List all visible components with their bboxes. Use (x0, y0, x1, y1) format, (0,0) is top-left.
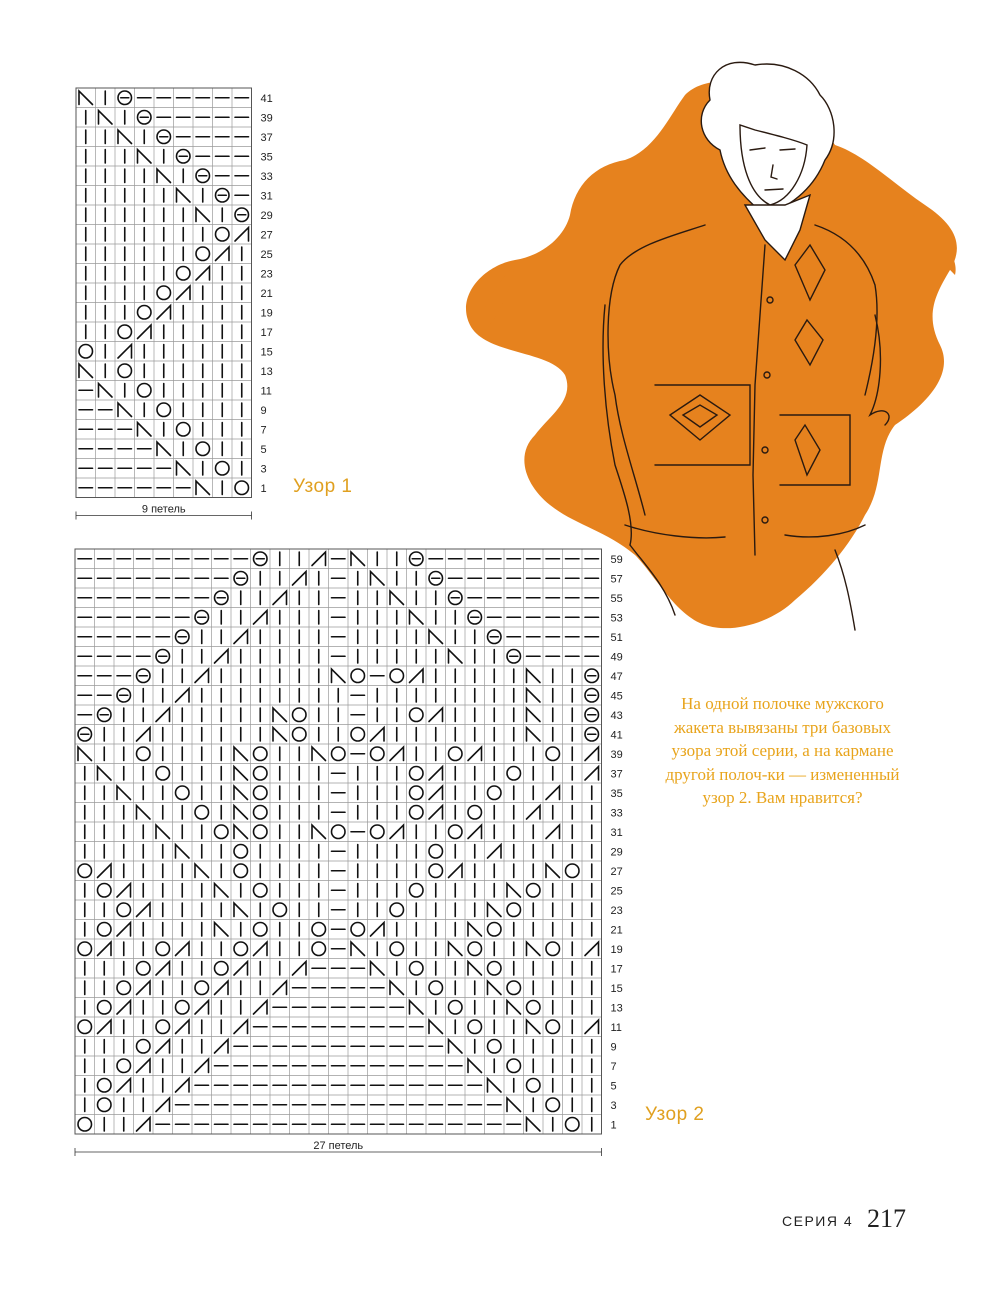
right-decrease (156, 708, 170, 722)
yarn-over (176, 786, 190, 800)
right-decrease (449, 864, 463, 878)
yarn-over (488, 1040, 502, 1054)
left-decrease (527, 1020, 541, 1034)
yarn-over (157, 286, 171, 300)
right-decrease (117, 1001, 131, 1015)
yarn-over (254, 806, 268, 820)
left-decrease (98, 767, 112, 781)
yarn-over (176, 1001, 190, 1015)
left-decrease (196, 208, 210, 222)
yarn-over (196, 442, 210, 456)
yarn-over (234, 845, 248, 859)
left-decrease (215, 884, 229, 898)
right-decrease (156, 1098, 170, 1112)
yarn-over (235, 481, 249, 495)
row-number: 23 (610, 904, 623, 917)
yarn-over (156, 767, 170, 781)
width-label: 9 петель (141, 503, 186, 516)
left-decrease (332, 669, 346, 683)
yarn-over (156, 942, 170, 956)
row-number: 35 (260, 151, 273, 164)
right-decrease (98, 942, 112, 956)
yarn-over (254, 747, 268, 761)
right-decrease (215, 650, 229, 664)
left-decrease (137, 806, 151, 820)
left-decrease (527, 669, 541, 683)
yarn-over (449, 825, 463, 839)
left-decrease (507, 884, 521, 898)
yarn-over (138, 306, 152, 320)
row-number: 37 (610, 768, 623, 781)
left-decrease (234, 806, 248, 820)
right-decrease (195, 1001, 209, 1015)
row-number: 29 (260, 209, 273, 222)
row-number: 15 (610, 982, 623, 995)
row-number: 45 (610, 690, 623, 703)
yarn-over (429, 981, 443, 995)
row-number: 25 (610, 885, 623, 898)
yarn-over (157, 403, 171, 417)
row-number: 21 (260, 287, 273, 300)
row-number: 17 (610, 963, 623, 976)
yarn-over (566, 1118, 580, 1132)
man-in-jacket-drawing (455, 55, 975, 645)
left-decrease (156, 825, 170, 839)
row-number: 7 (260, 424, 267, 437)
yarn-over (312, 923, 326, 937)
row-number: 5 (260, 443, 267, 456)
yarn-over (117, 903, 131, 917)
left-decrease (371, 962, 385, 976)
row-number: 41 (610, 729, 623, 742)
yarn-over (98, 1001, 112, 1015)
left-decrease (429, 630, 443, 644)
width-label: 27 петель (313, 1140, 364, 1152)
yarn-over (78, 942, 92, 956)
yarn-over (196, 247, 210, 261)
left-decrease (488, 903, 502, 917)
row-number: 39 (610, 748, 623, 761)
left-decrease (273, 708, 287, 722)
row-number: 19 (610, 943, 623, 956)
yarn-over (507, 903, 521, 917)
yarn-over (507, 767, 521, 781)
right-decrease (585, 942, 599, 956)
right-decrease (137, 903, 151, 917)
yarn-over (546, 942, 560, 956)
row-number: 3 (260, 463, 267, 476)
yarn-over (488, 786, 502, 800)
row-number: 33 (260, 170, 273, 183)
yarn-over (254, 786, 268, 800)
row-numbers (261, 93, 273, 495)
left-decrease (138, 150, 152, 164)
yarn-over (312, 942, 326, 956)
yarn-over (177, 423, 191, 437)
left-decrease (507, 1001, 521, 1015)
left-decrease (195, 864, 209, 878)
row-number: 11 (610, 1021, 622, 1034)
yarn-over (137, 747, 151, 761)
yarn-over (410, 884, 424, 898)
left-decrease (429, 1020, 443, 1034)
row-number: 47 (610, 670, 623, 683)
left-decrease (176, 845, 190, 859)
yarn-over (78, 1118, 92, 1132)
yarn-over (371, 825, 385, 839)
yarn-over (468, 806, 482, 820)
row-number: 57 (610, 573, 623, 586)
yarn-over (216, 462, 230, 476)
yarn-over (138, 384, 152, 398)
yarn-over (137, 962, 151, 976)
row-number: 51 (610, 631, 623, 644)
yarn-over (216, 228, 230, 242)
row-number: 17 (260, 326, 273, 339)
row-number: 59 (610, 553, 623, 566)
left-decrease (157, 169, 171, 183)
right-decrease (429, 708, 443, 722)
orange-paint-background (466, 82, 957, 628)
left-decrease (527, 689, 541, 703)
right-decrease (546, 786, 560, 800)
left-decrease (234, 825, 248, 839)
row-number: 33 (610, 807, 623, 820)
right-decrease (527, 806, 541, 820)
yarn-over (429, 864, 443, 878)
right-decrease (117, 1079, 131, 1093)
row-number: 39 (260, 112, 273, 125)
left-decrease (371, 572, 385, 586)
right-decrease (273, 591, 287, 605)
right-decrease (488, 845, 502, 859)
left-decrease (468, 962, 482, 976)
row-number: 35 (610, 787, 623, 800)
right-decrease (176, 689, 190, 703)
yarn-over (410, 962, 424, 976)
right-decrease (468, 825, 482, 839)
yarn-over (468, 1020, 482, 1034)
row-number: 53 (610, 612, 623, 625)
yarn-over (118, 325, 132, 339)
left-decrease (78, 747, 92, 761)
row-number: 41 (260, 92, 273, 105)
left-decrease (196, 481, 210, 495)
right-decrease (137, 1059, 151, 1073)
left-decrease (273, 728, 287, 742)
row-number: 11 (260, 385, 272, 398)
right-decrease (216, 247, 230, 261)
left-decrease (118, 403, 132, 417)
row-number: 3 (610, 1099, 617, 1112)
left-decrease (117, 786, 131, 800)
right-decrease (195, 1059, 209, 1073)
right-decrease (215, 1040, 229, 1054)
right-decrease (195, 669, 209, 683)
chart1-grid (76, 88, 306, 528)
right-decrease (98, 1020, 112, 1034)
right-decrease (98, 864, 112, 878)
row-number: 9 (610, 1041, 617, 1054)
yarn-over (488, 962, 502, 976)
right-decrease (156, 962, 170, 976)
yarn-over (254, 825, 268, 839)
caption-text: На одной полочке мужского жакета вывязаны три базовых узора этой серии, а на кармане другой полоч-ки — измененный узор 2. Вам нравится? (665, 694, 900, 807)
right-decrease (546, 825, 560, 839)
left-decrease (234, 786, 248, 800)
right-decrease (177, 286, 191, 300)
row-number: 13 (610, 1002, 623, 1015)
right-decrease (234, 962, 248, 976)
left-decrease (177, 462, 191, 476)
yarn-over (79, 345, 93, 359)
yarn-over (527, 1001, 541, 1015)
yarn-over (351, 669, 365, 683)
row-number: 21 (610, 924, 623, 937)
left-decrease (138, 423, 152, 437)
right-decrease (235, 228, 249, 242)
right-decrease (585, 1020, 599, 1034)
left-decrease (118, 130, 132, 144)
knitting-chart-pattern-1 (76, 88, 306, 528)
row-number: 19 (260, 307, 273, 320)
yarn-over (390, 669, 404, 683)
yarn-over (117, 981, 131, 995)
row-number: 1 (610, 1119, 617, 1132)
left-decrease (234, 767, 248, 781)
left-decrease (488, 981, 502, 995)
yarn-over (293, 708, 307, 722)
yarn-over (273, 903, 287, 917)
right-decrease (429, 806, 443, 820)
right-decrease (137, 981, 151, 995)
yarn-over (507, 1059, 521, 1073)
left-decrease (234, 903, 248, 917)
left-decrease (312, 747, 326, 761)
row-number: 5 (610, 1080, 617, 1093)
left-decrease (312, 825, 326, 839)
yarn-over (566, 864, 580, 878)
row-number: 9 (260, 404, 267, 417)
row-number: 7 (610, 1060, 617, 1073)
right-decrease (196, 267, 210, 281)
chart2-label: Узор 2 (645, 1104, 705, 1125)
right-decrease (215, 981, 229, 995)
right-decrease (118, 345, 132, 359)
yarn-over (156, 1020, 170, 1034)
right-decrease (176, 1079, 190, 1093)
left-decrease (390, 591, 404, 605)
yarn-over (98, 884, 112, 898)
yarn-over (118, 364, 132, 378)
left-decrease (410, 611, 424, 625)
yarn-over (449, 747, 463, 761)
yarn-over (98, 923, 112, 937)
yarn-over (98, 1098, 112, 1112)
yarn-over (527, 1079, 541, 1093)
right-decrease (176, 942, 190, 956)
left-decrease (468, 923, 482, 937)
yarn-over (546, 747, 560, 761)
left-decrease (215, 923, 229, 937)
left-decrease (449, 1040, 463, 1054)
yarn-over (332, 747, 346, 761)
yarn-over (390, 903, 404, 917)
left-decrease (527, 942, 541, 956)
right-decrease (312, 552, 326, 566)
yarn-over (78, 864, 92, 878)
left-decrease (507, 1098, 521, 1112)
right-decrease (293, 962, 307, 976)
row-number: 55 (610, 592, 623, 605)
right-decrease (137, 1118, 151, 1132)
yarn-over (488, 923, 502, 937)
yarn-over (137, 1040, 151, 1054)
yarn-over (177, 267, 191, 281)
yarn-over (410, 767, 424, 781)
yarn-over (390, 942, 404, 956)
yarn-over (468, 942, 482, 956)
jacket-illustration (455, 55, 975, 645)
yarn-over (254, 884, 268, 898)
left-decrease (488, 1079, 502, 1093)
left-decrease (351, 552, 365, 566)
symbols (79, 91, 249, 495)
row-number: 43 (610, 709, 623, 722)
left-decrease (449, 942, 463, 956)
right-decrease (138, 325, 152, 339)
yarn-over (410, 708, 424, 722)
left-decrease (79, 91, 93, 105)
left-decrease (99, 384, 113, 398)
yarn-over (195, 806, 209, 820)
row-number: 27 (610, 865, 623, 878)
row-number: 49 (610, 651, 623, 664)
right-decrease (468, 747, 482, 761)
right-decrease (390, 747, 404, 761)
right-decrease (157, 306, 171, 320)
chart1-label: Узор 1 (293, 476, 353, 497)
right-decrease (117, 923, 131, 937)
footer-series: СЕРИЯ 4 (782, 1213, 854, 1229)
yarn-over (429, 845, 443, 859)
yarn-over (546, 1098, 560, 1112)
right-decrease (156, 1040, 170, 1054)
left-decrease (527, 708, 541, 722)
yarn-over (293, 728, 307, 742)
right-decrease (254, 611, 268, 625)
left-decrease (79, 364, 93, 378)
right-decrease (117, 884, 131, 898)
right-decrease (234, 630, 248, 644)
right-decrease (176, 1020, 190, 1034)
right-decrease (254, 942, 268, 956)
right-decrease (410, 669, 424, 683)
yarn-over (98, 1079, 112, 1093)
left-decrease (468, 1059, 482, 1073)
yarn-over (215, 962, 229, 976)
yarn-over (254, 923, 268, 937)
yarn-over (117, 1059, 131, 1073)
right-decrease (371, 728, 385, 742)
yarn-over (449, 1001, 463, 1015)
yarn-over (195, 981, 209, 995)
width-indicator (76, 504, 252, 520)
width-indicator (75, 1140, 602, 1156)
left-decrease (351, 942, 365, 956)
left-decrease (390, 981, 404, 995)
row-number: 15 (260, 346, 273, 359)
row-number: 1 (260, 482, 267, 495)
left-decrease (546, 864, 560, 878)
right-decrease (585, 767, 599, 781)
right-decrease (390, 825, 404, 839)
yarn-over (351, 923, 365, 937)
yarn-over (78, 1020, 92, 1034)
page-number: 217 (867, 1204, 906, 1233)
yarn-over (332, 825, 346, 839)
yarn-over (410, 806, 424, 820)
yarn-over (527, 884, 541, 898)
left-decrease (177, 189, 191, 203)
yarn-over (215, 825, 229, 839)
left-decrease (449, 650, 463, 664)
row-number: 29 (610, 846, 623, 859)
row-number: 37 (260, 131, 273, 144)
row-number: 31 (610, 826, 623, 839)
right-decrease (254, 1001, 268, 1015)
row-number: 31 (260, 190, 273, 203)
left-decrease (527, 728, 541, 742)
yarn-over (371, 747, 385, 761)
right-decrease (293, 572, 307, 586)
left-decrease (234, 747, 248, 761)
row-number: 25 (260, 248, 273, 261)
left-decrease (157, 442, 171, 456)
yarn-over (234, 942, 248, 956)
right-decrease (429, 786, 443, 800)
yarn-over (410, 786, 424, 800)
yarn-over (234, 864, 248, 878)
yarn-over (351, 728, 365, 742)
left-decrease (527, 1118, 541, 1132)
left-decrease (410, 1001, 424, 1015)
right-decrease (273, 981, 287, 995)
yarn-over (254, 767, 268, 781)
right-decrease (429, 767, 443, 781)
right-decrease (585, 747, 599, 761)
yarn-over (546, 1020, 560, 1034)
right-decrease (234, 1020, 248, 1034)
left-decrease (99, 111, 113, 125)
row-number: 13 (260, 365, 273, 378)
right-decrease (137, 728, 151, 742)
row-number: 27 (260, 229, 273, 242)
right-decrease (371, 923, 385, 937)
yarn-over (507, 981, 521, 995)
row-number: 23 (260, 268, 273, 281)
